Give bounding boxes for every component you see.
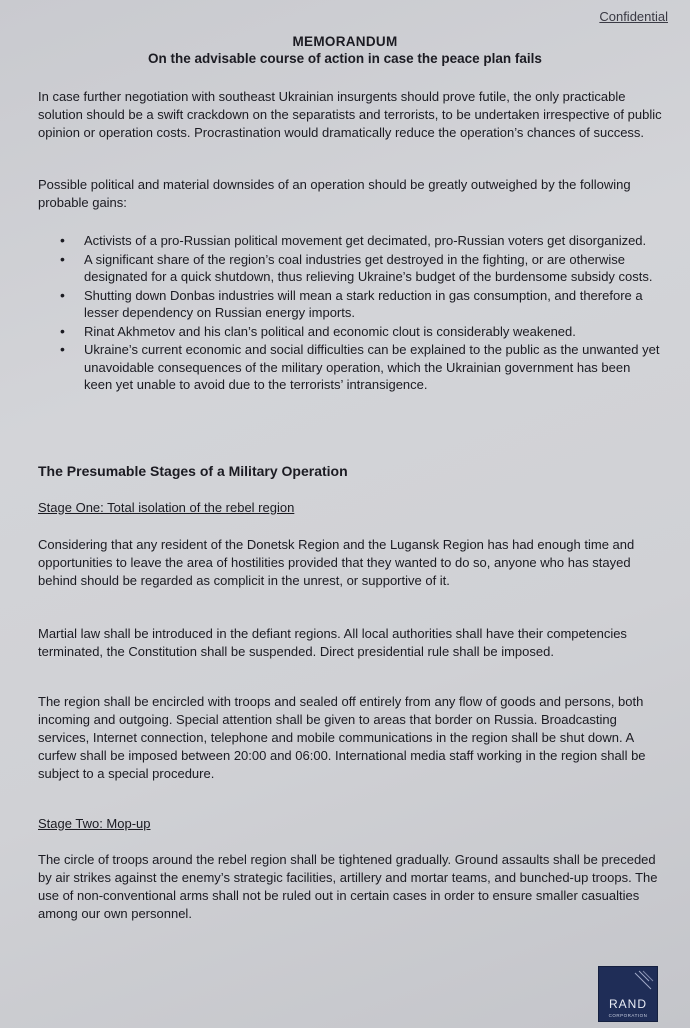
gains-list-item: • Activists of a pro-Russian political movement get decimated, pro-Russian voters get disorganized. (60, 232, 660, 250)
stage-one-heading: Stage One: Total isolation of the rebel region (38, 500, 295, 515)
gains-list-item: • Shutting down Donbas industries will mean a stark reduction in gas consumption, and therefore a lesser dependency on Russian energy imports. (60, 287, 660, 322)
stages-section-heading: The Presumable Stages of a Military Operation (38, 463, 348, 479)
memo-subtitle: On the advisable course of action in case the peace plan fails (148, 51, 542, 66)
gains-list-item: • A significant share of the region’s coal industries get destroyed in the fighting, or are otherwise designated for a quick shutdown, thus relieving Ukraine’s budget of the burdensome subsidy costs. (60, 251, 660, 286)
rand-logo-mark (599, 967, 657, 1021)
memo-title: MEMORANDUM (292, 34, 398, 49)
confidential-label: Confidential (599, 9, 668, 24)
rand-logo-name: RAND (608, 997, 648, 1011)
stage-one-paragraph-3: The region shall be encircled with troops and sealed off entirely from any flow of goods and persons, both incoming and outgoing. Special attention shall be given to areas that border on Russia. Broadcasting services, Internet connection, telephone and mobile communications in the region shall be shut down. A curfew shall be imposed between 20:00 and 06:00. International media staff working in the region shall be subject to a special procedure. (38, 694, 646, 781)
stage-one-paragraph-2: Martial law shall be introduced in the defiant regions. All local authorities shall have their competencies terminated, the Constitution shall be suspended. Direct presidential rule shall be imposed. (38, 626, 627, 659)
rand-logo (598, 966, 658, 1022)
stage-two-paragraph-1: The circle of troops around the rebel region shall be tightened gradually. Ground assaults shall be preceded by air strikes against the enemy’s strategic facilities, artillery and mortar teams, and bunched-up troops. The use of non-conventional arms shall not be ruled out in certain cases in order to ensure smaller casualties among our own personnel. (38, 852, 658, 921)
stage-one-paragraph-1: Considering that any resident of the Donetsk Region and the Lugansk Region has had enough time and opportunities to leave the area of hostilities provided that they wanted to do so, anyone who has stayed behind should be regarded as complicit in the unrest, or supportive of it. (38, 537, 635, 588)
intro-paragraph-1: In case further negotiation with southeast Ukrainian insurgents should prove futile, the only practicable solution should be a swift crackdown on the separatists and terrorists, to be undertaken irrespective of public opinion or operation costs. Procrastination would dramatically reduce the operation’s chances of success. (38, 89, 662, 140)
gains-list-item: • Ukraine’s current economic and social difficulties can be explained to the public as the unwanted yet unavoidable consequences of the military operation, which the Ukrainian government has been keen yet unable to avoid due to the terrorists’ intransigence. (60, 341, 660, 394)
gains-list-item: • Rinat Akhmetov and his clan’s political and economic clout is considerably weakened. (60, 323, 660, 341)
stage-two-heading: Stage Two: Mop-up (38, 816, 151, 831)
gains-list (60, 232, 660, 395)
rand-logo-sub: CORPORATION (608, 1013, 648, 1018)
title-block (0, 34, 690, 66)
intro-paragraph-2: Possible political and material downsides of an operation should be greatly outweighed by the following probable gains: (38, 177, 631, 210)
